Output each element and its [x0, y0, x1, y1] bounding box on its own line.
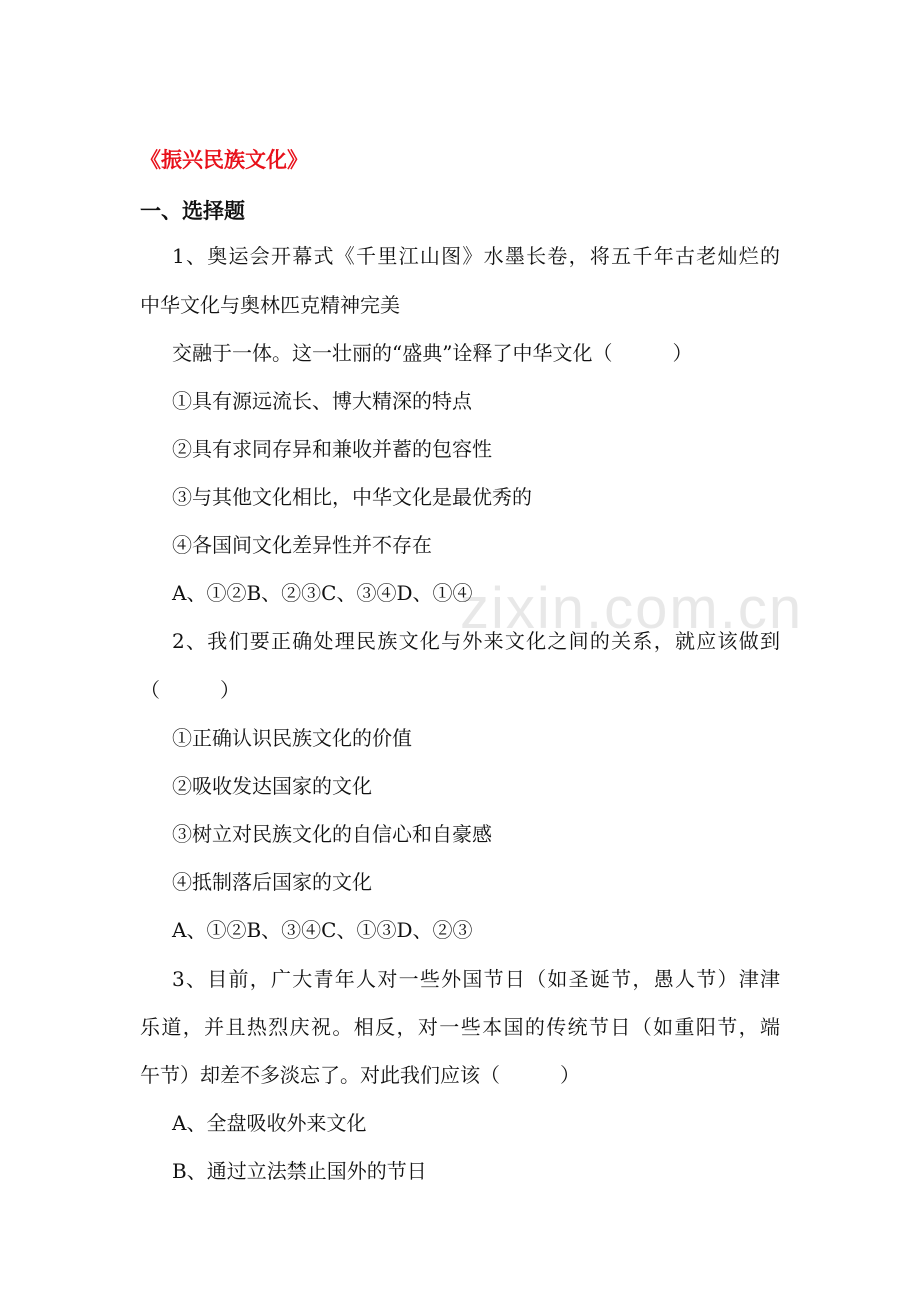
q1-stem-line3: 交融于一体。这一壮丽的“盛典”诠释了中华文化（ ）	[172, 341, 693, 365]
q1-option-3: ③与其他文化相比，中华文化是最优秀的	[172, 485, 532, 509]
q2-stem-line2: （ ）	[140, 678, 240, 702]
q1-stem-line1: 1、奥运会开幕式《千里江山图》水墨长卷，将五千年古老灿烂的	[172, 244, 780, 268]
section-heading: 一、选择题	[140, 198, 245, 223]
q1-choices: A、①②B、②③C、③④D、①④	[172, 581, 473, 605]
q1-stem-line2: 中华文化与奥林匹克精神完美	[140, 293, 400, 317]
document-title: 《振兴民族文化》	[140, 147, 308, 172]
q2-stem-line1: 2、我们要正确处理民族文化与外来文化之间的关系，就应该做到	[172, 629, 780, 653]
q3-option-b: B、通过立法禁止国外的节日	[172, 1159, 427, 1183]
q3-stem-line3: 午节）却差不多淡忘了。对此我们应该（ ）	[140, 1063, 580, 1087]
q2-option-3: ③树立对民族文化的自信心和自豪感	[172, 822, 492, 846]
q1-option-2: ②具有求同存异和兼收并蓄的包容性	[172, 437, 492, 461]
q2-choices: A、①②B、③④C、①③D、②③	[172, 918, 473, 942]
q1-option-4: ④各国间文化差异性并不存在	[172, 533, 432, 557]
q1-option-1: ①具有源远流长、博大精深的特点	[172, 389, 472, 413]
q2-option-2: ②吸收发达国家的文化	[172, 774, 372, 798]
q2-option-4: ④抵制落后国家的文化	[172, 870, 372, 894]
watermark: zixin.com.cn	[460, 576, 804, 641]
q3-option-a: A、全盘吸收外来文化	[172, 1111, 367, 1135]
q2-option-1: ①正确认识民族文化的价值	[172, 726, 412, 750]
q3-stem-line1: 3、目前，广大青年人对一些外国节日（如圣诞节，愚人节）津津	[172, 967, 780, 991]
q3-stem-line2: 乐道，并且热烈庆祝。相反，对一些本国的传统节日（如重阳节，端	[140, 1015, 780, 1039]
